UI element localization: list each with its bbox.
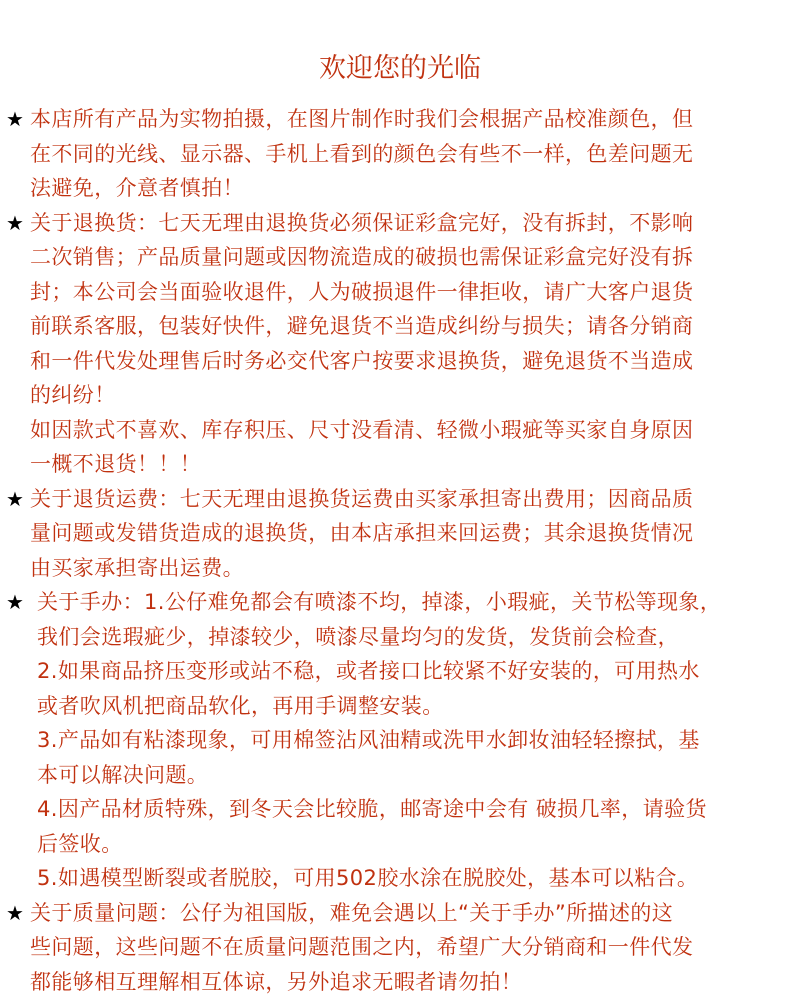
section-return-shipping-line-1: ★ 关于退货运费：七天无理由退换货运费由买家承担寄出费用；因商品质 [0, 482, 800, 517]
section-return-shipping-line-3: 由买家承担寄出运费。 [0, 551, 800, 586]
section-figures-line-5: 3.产品如有粘漆现象，可用棉签沾风油精或洗甲水卸妆油轻轻擦拭，基 [0, 723, 800, 758]
section-figures-line-8: 后签收。 [0, 827, 800, 862]
section-product-photo-line-1: ★ 本店所有产品为实物拍摄，在图片制作时我们会根据产品校准颜色，但 [0, 102, 800, 137]
section-returns-line-6: 的纠纷！ [0, 378, 800, 413]
section-product-photo-line-3: 法避免，介意者慎拍！ [0, 171, 800, 206]
page-title: 欢迎您的光临 [0, 50, 800, 88]
star-icon: ★ [6, 585, 37, 620]
section-returns-line-1: ★ 关于退换货：七天无理由退换货必须保证彩盒完好，没有拆封，不影响 [0, 206, 800, 241]
section-return-shipping-line-2: 量问题或发错货造成的退换货，由本店承担来回运费；其余退换货情况 [0, 516, 800, 551]
section-figures-line-6: 本可以解决问题。 [0, 758, 800, 793]
star-icon: ★ [6, 102, 30, 137]
section-quality-line-2: 些问题，这些问题不在质量问题范围之内，希望广大分销商和一件代发 [0, 930, 800, 965]
section-figures-line-4: 或者吹风机把商品软化，再用手调整安装。 [0, 689, 800, 724]
section-figures-line-7: 4.因产品材质特殊，到冬天会比较脆，邮寄途中会有 破损几率，请验货 [0, 792, 800, 827]
section-figures-line-1: ★ 关于手办：1.公仔难免都会有喷漆不均，掉漆，小瑕疵，关节松等现象， [0, 585, 800, 620]
section-returns-line-3: 封；本公司会当面验收退件，人为破损退件一律拒收，请广大客户退货 [0, 275, 800, 310]
star-icon: ★ [6, 896, 30, 931]
section-quality-line-3: 都能够相互理解相互体谅，另外追求无暇者请勿拍！ [0, 965, 800, 999]
section-returns-line-2: 二次销售；产品质量问题或因物流造成的破损也需保证彩盒完好没有拆 [0, 240, 800, 275]
section-returns-line-8: 一概不退货！！！ [0, 447, 800, 482]
section-product-photo-line-2: 在不同的光线、显示器、手机上看到的颜色会有些不一样，色差问题无 [0, 137, 800, 172]
section-returns-line-5: 和一件代发处理售后时务必交代客户按要求退换货，避免退货不当造成 [0, 344, 800, 379]
star-icon: ★ [6, 482, 30, 517]
section-returns-line-7: 如因款式不喜欢、库存积压、尺寸没看清、轻微小瑕疵等买家自身原因 [0, 413, 800, 448]
section-figures-line-2: 我们会选瑕疵少，掉漆较少，喷漆尽量均匀的发货，发货前会检查， [0, 620, 800, 655]
star-icon: ★ [6, 206, 30, 241]
section-figures-line-3: 2.如果商品挤压变形或站不稳，或者接口比较紧不好安装的，可用热水 [0, 654, 800, 689]
section-figures-line-9: 5.如遇模型断裂或者脱胶，可用502胶水涂在脱胶处，基本可以粘合。 [0, 861, 800, 896]
section-returns-line-4: 前联系客服，包装好快件，避免退货不当造成纠纷与损失；请各分销商 [0, 309, 800, 344]
notice-body [0, 102, 800, 999]
section-quality-line-1: ★ 关于质量问题：公仔为祖国版，难免会遇以上“关于手办”所描述的这 [0, 896, 800, 931]
